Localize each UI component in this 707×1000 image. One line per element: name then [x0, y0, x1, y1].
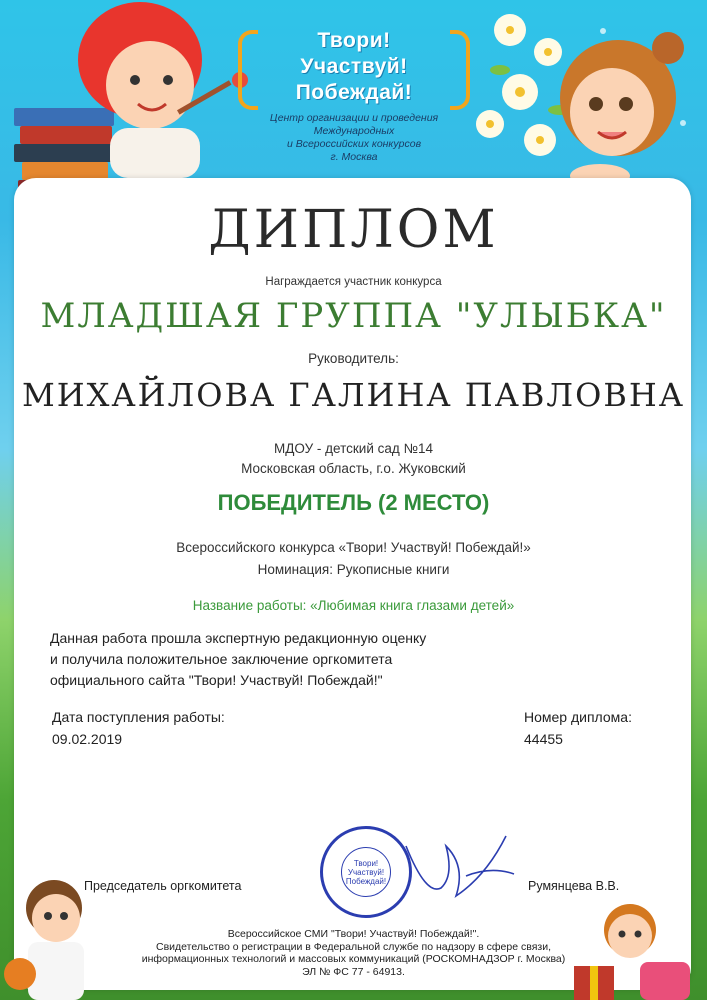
diploma-title: ДИПЛОМ — [208, 200, 499, 260]
slogan-line: Побеждай! — [295, 81, 413, 104]
bracket-left — [238, 30, 258, 110]
contest-name: Всероссийского конкурса «Твори! Участвуй! Побеждай!» — [176, 540, 531, 555]
slogan-line: Твори! — [317, 29, 391, 52]
number-value: 44455 — [524, 731, 563, 747]
book-icon — [14, 144, 114, 162]
bracket-right — [450, 30, 470, 110]
girl-face-icon — [570, 68, 654, 156]
leader-label: Руководитель: — [308, 351, 399, 366]
work-title: Название работы: «Любимая книга глазами детей» — [192, 598, 515, 613]
footer-registration: Всероссийское СМИ "Твори! Участвуй! Побеждай!". Свидетельство о регистрации в Федеральной службе по надзору в сфере связи, информационных технологий и массовых коммуникаций (РОСКОМНАДЗОР г. Москва) ЭЛ № ФС 77 - 64913. — [141, 928, 566, 978]
chairman-label: Председатель оргкомитета — [84, 879, 242, 893]
group-name: МЛАДШАЯ ГРУППА "УЛЫБКА" — [40, 296, 667, 336]
date-value: 09.02.2019 — [52, 731, 123, 747]
book-icon — [14, 108, 114, 126]
official-stamp: Твори! Участвуй! Побеждай! — [320, 826, 412, 918]
org-name: Центр организации и проведения Международных и Всероссийских конкурсов г. Москва — [269, 112, 439, 163]
chairman-name: Румянцева В.В. — [528, 879, 620, 893]
book-icon — [20, 126, 112, 144]
girl-face-icon — [106, 41, 194, 129]
number-label: Номер диплома: — [524, 709, 632, 725]
header-logo — [236, 22, 472, 172]
location: Московская область, г.о. Жуковский — [241, 461, 466, 476]
result: ПОБЕДИТЕЛЬ (2 МЕСТО) — [217, 490, 490, 515]
leader-name: МИХАЙЛОВА ГАЛИНА ПАВЛОВНА — [21, 376, 686, 414]
evaluation-paragraph: Данная работа прошла экспертную редакционную оценку и получила положительное заключение оргкомитета официального сайта "Твори! Участвуй! Побеждай!" — [50, 630, 427, 688]
awarded-text: Награждается участник конкурса — [265, 276, 442, 288]
nomination: Номинация: Рукописные книги — [257, 562, 450, 577]
slogan-line: Участвуй! — [300, 55, 408, 78]
date-label: Дата поступления работы: — [52, 709, 225, 725]
institution: МДОУ - детский сад №14 — [273, 441, 433, 456]
